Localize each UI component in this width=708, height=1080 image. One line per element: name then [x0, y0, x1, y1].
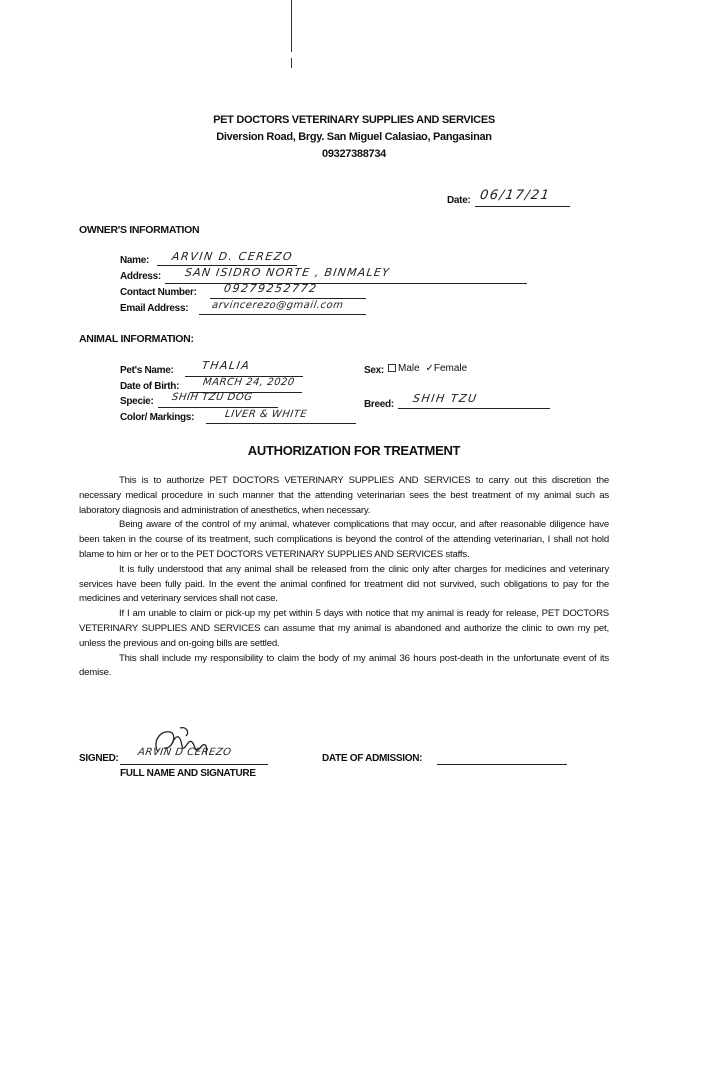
- color-underline: [206, 423, 356, 424]
- admission-label: DATE OF ADMISSION:: [322, 753, 423, 764]
- company-address: Diversion Road, Brgy. San Miguel Calasiao, Pangasinan: [216, 131, 492, 143]
- signature-underline: [120, 764, 268, 765]
- pet-name-value[interactable]: THALIA: [201, 359, 252, 372]
- owner-name-label: Name:: [120, 255, 150, 266]
- company-phone: 09327388734: [322, 148, 386, 160]
- color-value[interactable]: LIVER & WHITE: [224, 409, 308, 420]
- authorization-paragraph: It is fully understood that any animal shall be released from the clinic only after charges for medicines and veterinary services have been fully paid. In the event the animal confined for treatment did not survived, such obligations to pay for the medicines and veterinary services shall not case.: [79, 563, 609, 605]
- breed-value[interactable]: SHIH TZU: [412, 392, 479, 405]
- admission-underline: [437, 764, 567, 765]
- date-value[interactable]: 06/17/21: [478, 188, 552, 203]
- owner-email-label: Email Address:: [120, 303, 189, 314]
- owner-name-value[interactable]: ARVIN D. CEREZO: [171, 250, 294, 263]
- signature-mark: [150, 724, 220, 764]
- owner-address-underline: [165, 283, 527, 284]
- pet-name-label: Pet's Name:: [120, 365, 174, 376]
- binding-line: [291, 0, 292, 52]
- owner-contact-underline: [210, 298, 366, 299]
- sex-female-label: Female: [433, 363, 468, 374]
- owner-email-value[interactable]: arvincerezo@gmail.com: [211, 300, 345, 311]
- breed-label: Breed:: [364, 399, 394, 410]
- owner-contact-label: Contact Number:: [120, 287, 197, 298]
- breed-underline: [398, 408, 550, 409]
- dob-value[interactable]: MARCH 24, 2020: [202, 377, 296, 388]
- owner-email-underline: [199, 314, 366, 315]
- company-name: PET DOCTORS VETERINARY SUPPLIES AND SERVICES: [213, 114, 495, 126]
- sex-label: Sex:: [364, 365, 384, 376]
- date-label: Date:: [447, 195, 471, 206]
- authorization-paragraph: This is to authorize PET DOCTORS VETERINARY SUPPLIES AND SERVICES to carry out this discretion the necessary medical procedure in such manner that the attending veterinarian sees the best treatment of my animal such as laboratory diagnosis and administration of anesthetics, when necessary.: [79, 475, 609, 516]
- signed-value[interactable]: ARVIN D CEREZO: [137, 747, 233, 758]
- dob-label: Date of Birth:: [120, 381, 180, 392]
- sex-female-check-icon[interactable]: ✓: [425, 363, 434, 374]
- authorization-paragraph: This shall include my responsibility to claim the body of my animal 36 hours post-death in the unfortunate event of its demise.: [79, 652, 609, 679]
- authorization-paragraph: If I am unable to claim or pick-up my pet within 5 days with notice that my animal is ready for release, PET DOCTORS VETERINARY SUPPLIES AND SERVICES can assume that my animal is abandoned and authorize the clinic to own my pet, unless the previous and on-going bills are settled.: [79, 608, 609, 649]
- owner-section-title: OWNER'S INFORMATION: [79, 224, 200, 236]
- sex-male-checkbox[interactable]: [388, 364, 396, 372]
- animal-section-title: ANIMAL INFORMATION:: [79, 333, 194, 345]
- authorization-title: AUTHORIZATION FOR TREATMENT: [247, 443, 461, 458]
- authorization-body: [79, 474, 609, 681]
- sex-male-label: Male: [398, 363, 420, 374]
- authorization-paragraph: Being aware of the control of my animal, whatever complications that may occur, and after reasonable diligence have been taken in the course of its treatment, such complications is beyond the control of the attending veterinarian, I shall not hold blame to him or her or to the PET DOCTORS VETERINARY SUPPLIES AND SERVICES staffs.: [79, 519, 609, 560]
- owner-address-label: Address:: [120, 271, 161, 282]
- specie-label: Specie:: [120, 396, 154, 407]
- owner-contact-value[interactable]: 09279252772: [223, 282, 319, 295]
- specie-value[interactable]: SHIH TZU DOG: [171, 392, 254, 403]
- signature-caption: FULL NAME AND SIGNATURE: [120, 768, 256, 779]
- owner-address-value[interactable]: SAN ISIDRO NORTE , BINMALEY: [184, 266, 391, 279]
- color-label: Color/ Markings:: [120, 412, 195, 423]
- sex-options: [385, 363, 467, 374]
- binding-mark: [291, 58, 292, 68]
- signed-label: SIGNED:: [79, 753, 119, 764]
- specie-underline: [158, 407, 278, 408]
- date-underline: [475, 206, 570, 207]
